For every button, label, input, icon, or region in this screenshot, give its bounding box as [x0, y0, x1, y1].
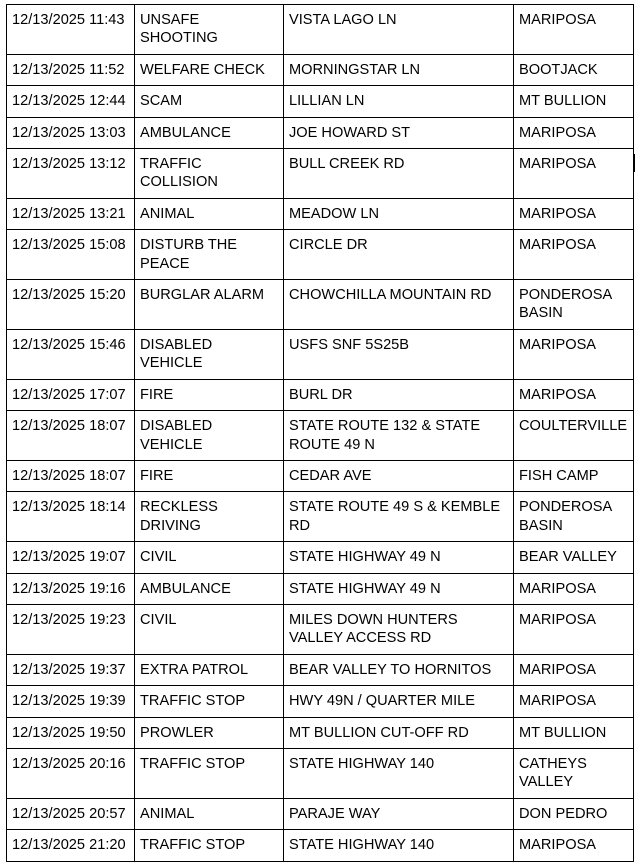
datetime-cell: 12/13/2025 11:43	[7, 5, 135, 55]
datetime-cell: 12/13/2025 13:12	[7, 149, 135, 199]
table-row	[7, 604, 634, 654]
table-row	[7, 542, 634, 573]
table-row	[7, 573, 634, 604]
area-cell: MT BULLION	[514, 86, 634, 117]
text-cursor	[634, 154, 635, 172]
area-cell: MARIPOSA	[514, 573, 634, 604]
table-row	[7, 798, 634, 829]
table-row	[7, 5, 634, 55]
area-cell: MARIPOSA	[514, 830, 634, 861]
datetime-cell: 12/13/2025 11:52	[7, 54, 135, 85]
location-cell: MILES DOWN HUNTERS VALLEY ACCESS RD	[284, 604, 514, 654]
datetime-cell: 12/13/2025 20:57	[7, 798, 135, 829]
datetime-cell: 12/13/2025 18:07	[7, 460, 135, 491]
area-cell: MARIPOSA	[514, 230, 634, 280]
table-row	[7, 117, 634, 148]
call-type-cell: ANIMAL	[135, 798, 284, 829]
call-type-cell: DISABLED VEHICLE	[135, 411, 284, 461]
location-cell: BEAR VALLEY TO HORNITOS	[284, 654, 514, 685]
area-cell: MARIPOSA	[514, 5, 634, 55]
table-row	[7, 748, 634, 798]
location-cell: STATE ROUTE 132 & STATE ROUTE 49 N	[284, 411, 514, 461]
location-cell: STATE HIGHWAY 140	[284, 830, 514, 861]
call-type-cell: WELFARE CHECK	[135, 54, 284, 85]
location-cell: BULL CREEK RD	[284, 149, 514, 199]
table-row	[7, 654, 634, 685]
table-row	[7, 717, 634, 748]
area-cell: BOOTJACK	[514, 54, 634, 85]
area-cell: DON PEDRO	[514, 798, 634, 829]
area-cell: MARIPOSA	[514, 379, 634, 410]
call-type-cell: UNSAFE SHOOTING	[135, 5, 284, 55]
location-cell: STATE HIGHWAY 49 N	[284, 542, 514, 573]
call-type-cell: TRAFFIC STOP	[135, 748, 284, 798]
datetime-cell: 12/13/2025 20:16	[7, 748, 135, 798]
area-cell: MARIPOSA	[514, 604, 634, 654]
table-row	[7, 830, 634, 861]
datetime-cell: 12/13/2025 15:08	[7, 230, 135, 280]
datetime-cell: 12/13/2025 15:20	[7, 280, 135, 330]
call-type-cell: PROWLER	[135, 717, 284, 748]
call-type-cell: CIVIL	[135, 604, 284, 654]
table-row	[7, 54, 634, 85]
table-row	[7, 230, 634, 280]
table-row	[7, 460, 634, 491]
area-cell: CATHEYS VALLEY	[514, 748, 634, 798]
datetime-cell: 12/13/2025 19:39	[7, 686, 135, 717]
call-type-cell: BURGLAR ALARM	[135, 280, 284, 330]
call-log-body	[7, 5, 634, 862]
location-cell: STATE ROUTE 49 S & KEMBLE RD	[284, 492, 514, 542]
call-type-cell: FIRE	[135, 460, 284, 491]
datetime-cell: 12/13/2025 19:07	[7, 542, 135, 573]
call-type-cell: CIVIL	[135, 542, 284, 573]
location-cell: CHOWCHILLA MOUNTAIN RD	[284, 280, 514, 330]
datetime-cell: 12/13/2025 15:46	[7, 329, 135, 379]
datetime-cell: 12/13/2025 13:03	[7, 117, 135, 148]
datetime-cell: 12/13/2025 18:07	[7, 411, 135, 461]
table-row	[7, 149, 634, 199]
table-row	[7, 280, 634, 330]
area-cell: MARIPOSA	[514, 686, 634, 717]
location-cell: JOE HOWARD ST	[284, 117, 514, 148]
datetime-cell: 12/13/2025 18:14	[7, 492, 135, 542]
table-row	[7, 686, 634, 717]
area-cell: PONDEROSA BASIN	[514, 492, 634, 542]
table-row	[7, 411, 634, 461]
call-type-cell: DISABLED VEHICLE	[135, 329, 284, 379]
datetime-cell: 12/13/2025 17:07	[7, 379, 135, 410]
call-log-table	[6, 4, 634, 862]
area-cell: MARIPOSA	[514, 654, 634, 685]
location-cell: BURL DR	[284, 379, 514, 410]
location-cell: MEADOW LN	[284, 198, 514, 229]
area-cell: MARIPOSA	[514, 149, 634, 199]
location-cell: STATE HIGHWAY 140	[284, 748, 514, 798]
table-row	[7, 492, 634, 542]
datetime-cell: 12/13/2025 19:23	[7, 604, 135, 654]
table-row	[7, 379, 634, 410]
location-cell: HWY 49N / QUARTER MILE	[284, 686, 514, 717]
location-cell: USFS SNF 5S25B	[284, 329, 514, 379]
location-cell: MT BULLION CUT-OFF RD	[284, 717, 514, 748]
area-cell: FISH CAMP	[514, 460, 634, 491]
call-type-cell: AMBULANCE	[135, 117, 284, 148]
area-cell: COULTERVILLE	[514, 411, 634, 461]
call-type-cell: FIRE	[135, 379, 284, 410]
location-cell: VISTA LAGO LN	[284, 5, 514, 55]
datetime-cell: 12/13/2025 12:44	[7, 86, 135, 117]
area-cell: MARIPOSA	[514, 117, 634, 148]
location-cell: MORNINGSTAR LN	[284, 54, 514, 85]
call-type-cell: ANIMAL	[135, 198, 284, 229]
area-cell: BEAR VALLEY	[514, 542, 634, 573]
location-cell: PARAJE WAY	[284, 798, 514, 829]
call-type-cell: DISTURB THE PEACE	[135, 230, 284, 280]
location-cell: CIRCLE DR	[284, 230, 514, 280]
call-type-cell: EXTRA PATROL	[135, 654, 284, 685]
datetime-cell: 12/13/2025 13:21	[7, 198, 135, 229]
table-row	[7, 198, 634, 229]
call-type-cell: AMBULANCE	[135, 573, 284, 604]
area-cell: PONDEROSA BASIN	[514, 280, 634, 330]
datetime-cell: 12/13/2025 19:37	[7, 654, 135, 685]
location-cell: CEDAR AVE	[284, 460, 514, 491]
call-type-cell: TRAFFIC COLLISION	[135, 149, 284, 199]
area-cell: MARIPOSA	[514, 329, 634, 379]
location-cell: STATE HIGHWAY 49 N	[284, 573, 514, 604]
call-type-cell: TRAFFIC STOP	[135, 686, 284, 717]
datetime-cell: 12/13/2025 19:16	[7, 573, 135, 604]
call-type-cell: TRAFFIC STOP	[135, 830, 284, 861]
datetime-cell: 12/13/2025 21:20	[7, 830, 135, 861]
area-cell: MARIPOSA	[514, 198, 634, 229]
area-cell: MT BULLION	[514, 717, 634, 748]
location-cell: LILLIAN LN	[284, 86, 514, 117]
datetime-cell: 12/13/2025 19:50	[7, 717, 135, 748]
table-row	[7, 329, 634, 379]
call-type-cell: SCAM	[135, 86, 284, 117]
table-row	[7, 86, 634, 117]
call-type-cell: RECKLESS DRIVING	[135, 492, 284, 542]
